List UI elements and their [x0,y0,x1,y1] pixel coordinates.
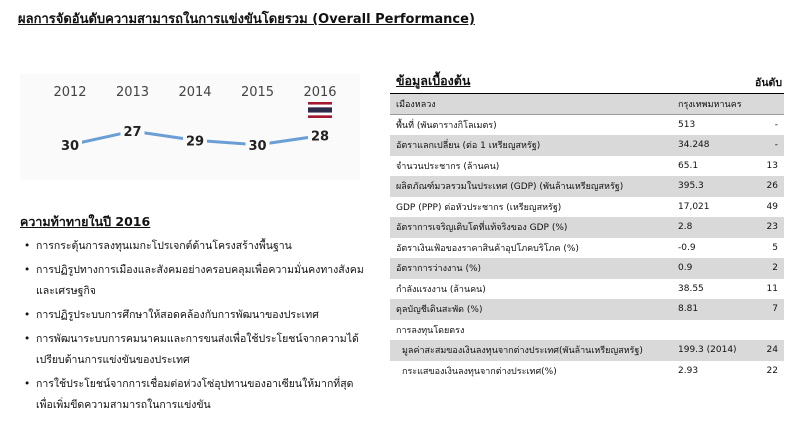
info-rank: 2 [750,258,784,279]
info-label: การลงทุนโดยตรง [396,325,465,336]
info-rank [750,94,784,115]
info-value: 0.9 [672,258,750,279]
rank-data-label: 30 [60,138,80,154]
info-label: อัตราเงินเฟ้อของราคาสินค้าอุปโภคบริโภค (%) [396,243,579,254]
info-row [390,156,784,177]
rank-point [58,136,82,154]
rank-point [246,136,270,154]
info-row [390,135,784,156]
year-tick-label: 2013 [115,85,150,100]
year-tick-label: 2016 [303,85,337,100]
challenge-item: • การพัฒนาระบบการคมนาคมและการขนส่งเพื่อใช้ประโยชน์จากความได้เปรียบด้านการแข่งขันของประเทศ [24,329,369,371]
rank-data-label: 30 [248,138,267,154]
info-label: จำนวนประชากร (ล้านคน) [396,161,500,172]
info-value [672,320,750,341]
info-value: 38.55 [678,283,704,294]
info-value: 395.3 [672,176,750,197]
info-rank: 22 [766,365,778,376]
info-row [390,258,784,279]
info-label: กำลังแรงงาน (ล้านคน) [396,284,486,295]
info-value: กรุงเทพมหานคร [672,94,750,115]
info-row [390,176,784,197]
ranking-line-chart [20,74,360,180]
info-rank: 5 [772,242,778,253]
year-tick-label: 2014 [178,85,212,100]
basic-info-title: ข้อมูลเบื้องต้น [396,73,471,88]
info-rank: 49 [766,201,778,212]
info-rank: 23 [750,217,784,238]
ranking-chart-svg [20,74,360,180]
info-rank [750,320,784,341]
info-row [390,94,784,115]
info-label: กระแสของเงินลงทุนจากต่างประเทศ(%) [402,366,557,377]
info-label: อัตราแลกเปลี่ยน (ต่อ 1 เหรียญสหรัฐ) [390,135,672,156]
info-row [390,320,784,341]
challenges-list [24,236,369,419]
challenge-item: • การใช้ประโยชน์จากการเชื่อมต่อห่วงโซ่อุปทานของอาเซียนให้มากที่สุดเพื่อเพิ่มขีดความสามารถในการแข่งขัน [24,374,369,416]
info-rank: 26 [750,176,784,197]
year-tick-label: 2012 [53,85,87,100]
challenge-item: • การปฏิรูประบบการศึกษาให้สอดคล้องกับการพัฒนาของประเทศ [24,305,369,326]
info-label: มูลค่าสะสมของเงินลงทุนจากต่างประเทศ(พันล้านเหรียญสหรัฐ) [390,340,672,361]
challenges-title: ความท้าทายในปี 2016 [20,214,151,229]
info-rank: 13 [766,160,778,171]
info-value: 17,021 [678,201,710,212]
info-value: 199.3 (2014) [672,340,750,361]
info-rank: 11 [766,283,778,294]
page-title: ผลการจัดอันดับความสามารถในการแข่งขันโดยรวม (Overall Performance) [18,12,475,27]
info-row [390,361,784,382]
info-rank: - [774,120,778,130]
challenge-item: • การปฏิรูปทางการเมืองและสังคมอย่างครอบคลุมเพื่อความมั่นคงทางสังคมและเศรษฐกิจ [24,260,369,302]
year-tick-label: 2015 [240,85,275,100]
rank-data-label: 28 [310,129,330,145]
challenge-item: • การกระตุ้นการลงทุนเมกะโปรเจกต์ด้านโครงสร้างพื้นฐาน [24,236,369,257]
info-rank: 7 [750,299,784,320]
basic-info-table [390,94,784,381]
info-value: 2.93 [678,365,699,376]
rank-point [121,122,145,140]
rank-data-label: 27 [123,125,142,141]
info-label: อัตราการว่างงาน (%) [390,258,672,279]
basic-info-header [390,70,784,94]
info-label: GDP (PPP) ต่อหัวประชากร (เหรียญสหรัฐ) [396,202,562,213]
rank-point [308,127,332,145]
info-row [390,238,784,259]
info-row [390,340,784,361]
info-value: 34.248 [672,135,750,156]
info-value: 8.81 [672,299,750,320]
info-row [390,299,784,320]
info-label: ดุลบัญชีเดินสะพัด (%) [390,299,672,320]
rank-data-label: 29 [185,134,205,150]
info-value: 65.1 [678,160,699,171]
info-value: -0.9 [678,242,696,253]
info-label: เมืองหลวง [390,94,672,115]
info-label: ผลิตภัณฑ์มวลรวมในประเทศ (GDP) (พันล้านเหรียญสหรัฐ) [390,176,672,197]
thailand-flag-icon [308,102,332,118]
rank-column-header: อันดับ [755,77,782,89]
info-row [390,217,784,238]
info-value: 513 [678,120,696,130]
basic-info-panel [390,70,784,381]
info-rank: - [750,135,784,156]
info-value: 2.8 [672,217,750,238]
rank-point [183,131,207,149]
info-row [390,115,784,136]
info-label: อัตราการเจริญเติบโตที่แท้จริงของ GDP (%) [390,217,672,238]
info-row [390,279,784,300]
info-rank: 24 [750,340,784,361]
info-row [390,197,784,218]
info-label: พื้นที่ (พันตารางกิโลเมตร) [396,121,497,131]
